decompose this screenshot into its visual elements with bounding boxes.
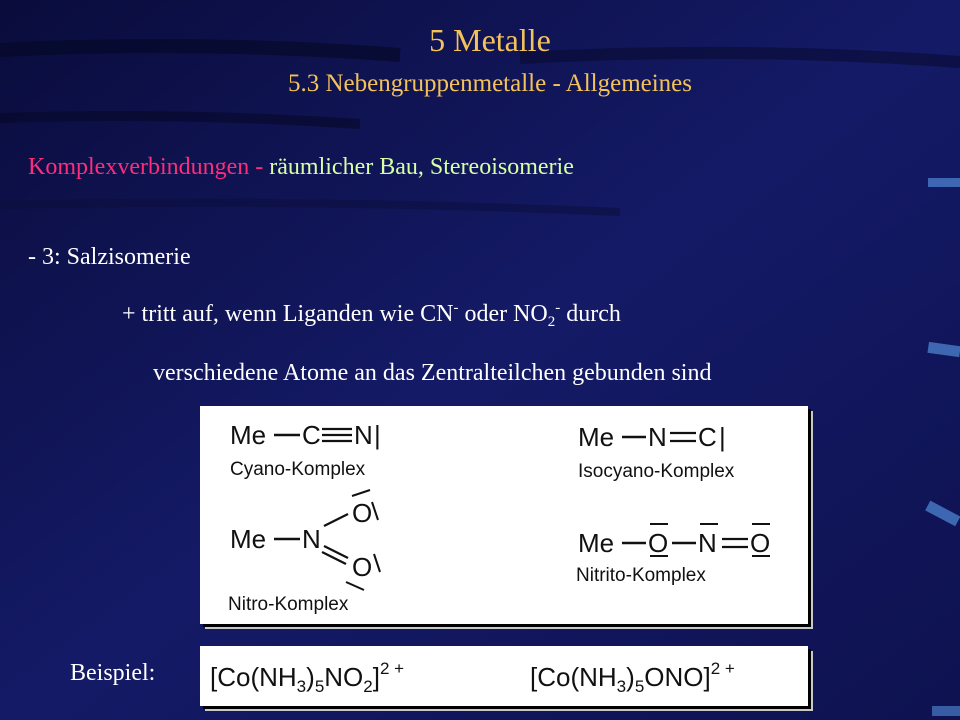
point-condition: + tritt auf, wenn Liganden wie CN- oder $NO_2^-$ durch <box>122 300 621 330</box>
svg-text:Me: Me <box>578 528 615 558</box>
formula-nitrito: $[Co(NH_3)_5ONO]^{2 +}$ <box>530 659 735 696</box>
svg-text:C: C <box>302 420 321 450</box>
svg-text:Me: Me <box>230 524 267 554</box>
cyano-label: Cyano-Komplex <box>230 459 366 480</box>
point-salzisomerie: - 3: Salzisomerie <box>28 244 191 270</box>
svg-text:N: N <box>302 524 321 554</box>
svg-text:Me: Me <box>578 422 615 452</box>
nitrito-label: Nitrito-Komplex <box>576 565 706 586</box>
isocyano-label: Isocyano-Komplex <box>578 461 735 482</box>
example-formulas-box <box>200 646 808 706</box>
nitro-structure <box>230 490 380 590</box>
example-label: Beispiel: <box>70 660 156 686</box>
ligand-structure-figure <box>200 406 808 624</box>
svg-text:O: O <box>352 498 373 528</box>
edge-dash-4 <box>932 706 960 716</box>
nitro-label: Nitro-Komplex <box>228 594 349 615</box>
svg-text:O: O <box>750 528 771 558</box>
svg-text:C: C <box>698 422 717 452</box>
svg-text:Me: Me <box>230 420 267 450</box>
heading-topic: Komplexverbindungen - <box>28 154 270 180</box>
svg-text:N: N <box>648 422 667 452</box>
heading-subtopic: räumlicher Bau, Stereoisomerie <box>269 154 574 180</box>
svg-text:|: | <box>374 420 381 450</box>
svg-text:N: N <box>698 528 717 558</box>
slide-subtitle: 5.3 Nebengruppenmetalle - Allgemeines <box>287 70 693 97</box>
slide-title: 5 Metalle <box>429 22 551 58</box>
isocyano-structure <box>578 422 726 452</box>
section-heading <box>28 154 574 181</box>
point-condition-continued: verschiedene Atome an das Zentralteilchen gebunden sind <box>153 360 712 386</box>
formula-nitro: $[Co(NH_3)_5NO_2]^{2 +}$ <box>210 659 405 696</box>
svg-text:|: | <box>719 422 726 452</box>
svg-text:N: N <box>354 420 373 450</box>
cyano-structure <box>230 420 381 450</box>
edge-dash-1 <box>928 178 960 187</box>
nitrito-structure <box>578 524 770 558</box>
svg-text:O: O <box>648 528 669 558</box>
svg-text:O: O <box>352 552 373 582</box>
